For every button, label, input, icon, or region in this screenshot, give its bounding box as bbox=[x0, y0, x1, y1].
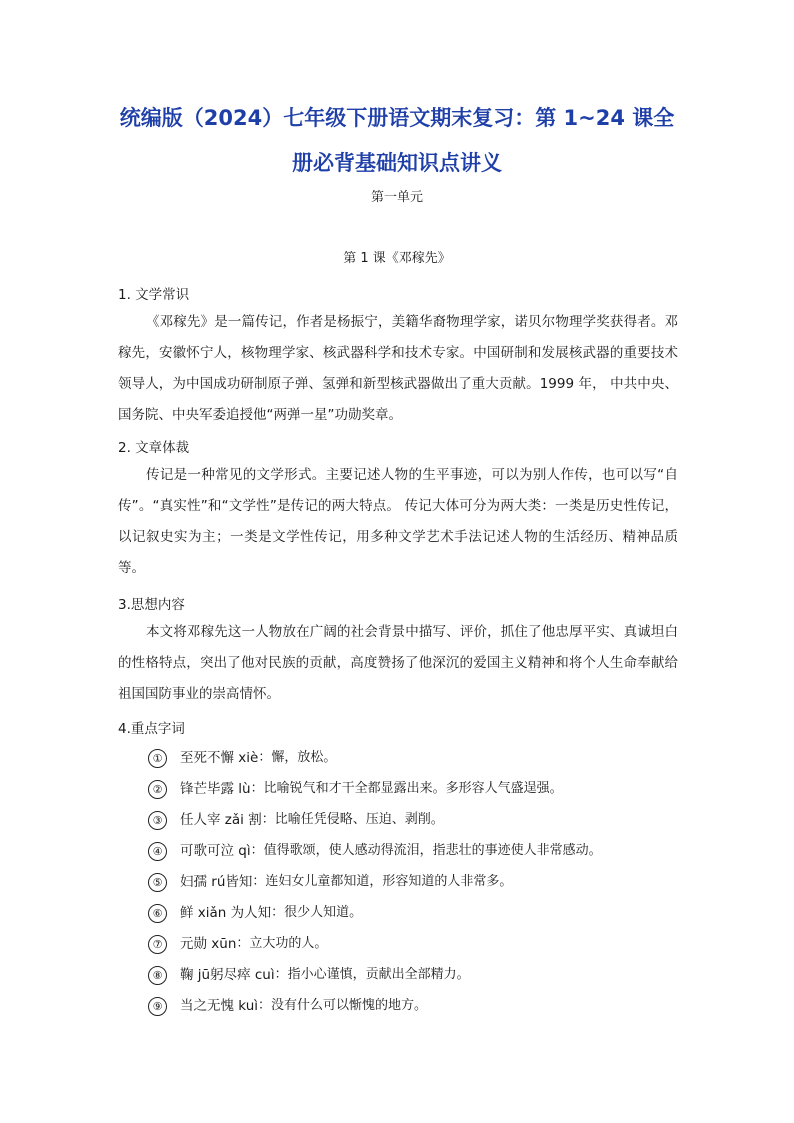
vocab-term: 鞠 jū躬尽瘁 cuì bbox=[180, 967, 275, 983]
vocab-term: 当之无愧 kuì bbox=[180, 998, 259, 1014]
item-number: ③ bbox=[148, 811, 167, 830]
vocab-term: 鲜 xiǎn 为人知 bbox=[180, 905, 272, 921]
section-heading-genre: 2. 文章体裁 bbox=[118, 440, 190, 456]
item-number: ② bbox=[148, 780, 167, 799]
vocab-item bbox=[148, 748, 336, 768]
item-number: ① bbox=[148, 749, 167, 768]
vocab-definition: ：没有什么可以惭愧的地方。 bbox=[258, 998, 428, 1013]
vocab-definition: ：立大功的人。 bbox=[236, 936, 328, 951]
section-heading-theme: 3.思想内容 bbox=[118, 597, 185, 613]
vocab-definition: ：连妇女儿童都知道，形容知道的人非常多。 bbox=[252, 874, 513, 889]
unit-heading: 第一单元 bbox=[370, 190, 423, 205]
item-number: ④ bbox=[148, 842, 167, 861]
vocab-item bbox=[148, 810, 444, 830]
item-number: ⑥ bbox=[148, 904, 167, 923]
document-title bbox=[100, 96, 694, 186]
vocab-definition: ：比喻任凭侵略、压迫、剥削。 bbox=[261, 812, 444, 827]
vocab-definition: ：很少人知道。 bbox=[271, 905, 363, 920]
vocab-item bbox=[148, 996, 427, 1016]
vocab-item bbox=[148, 841, 602, 861]
paragraph-theme: 本文将邓稼先这一人物放在广阔的社会背景中描写、评价，抓住了他忠厚平实、真诚坦白的性格特点，突出了他对民族的贡献，高度赞扬了他深沉的爱国主义精神和将个人生命奉献给祖国国防事业的崇高情怀。 bbox=[118, 624, 678, 702]
vocab-item bbox=[148, 965, 470, 985]
vocab-item bbox=[148, 872, 512, 892]
vocab-term: 元勋 xūn bbox=[180, 936, 237, 952]
section-heading-literature: 1. 文学常识 bbox=[118, 287, 190, 303]
item-number: ⑤ bbox=[148, 873, 167, 892]
vocab-term: 锋芒毕露 lù bbox=[180, 781, 251, 797]
vocab-definition: ：比喻锐气和才干全都显露出来。多形容人气盛逞强。 bbox=[250, 781, 563, 796]
vocab-term: 可歌可泣 qì bbox=[180, 843, 251, 859]
item-number: ⑦ bbox=[148, 935, 167, 954]
vocab-definition: ：懈，放松。 bbox=[258, 750, 337, 765]
paragraph-genre: 传记是一种常见的文学形式。主要记述人物的生平事迹，可以为别人作传，也可以写“自传”。“真实性”和“文学性”是传记的两大特点。 传记大体可分为两大类：一类是历史性传记，以记叙史实为主；一类是文学性传记，用多种文学艺术手法记述人物的生活经历、精神品质等。 bbox=[118, 467, 678, 576]
paragraph-literature: 《邓稼先》是一篇传记，作者是杨振宁，美籍华裔物理学家，诺贝尔物理学奖获得者。邓稼先，安徽怀宁人，核物理学家、核武器科学和技术专家。中国研制和发展核武器的重要技术领导人，为中国成功研制原子弹、氢弹和新型核武器做出了重大贡献。1999 年， 中共中央、国务院、中央军委追授他“两弹一星”功勋奖章。 bbox=[118, 314, 678, 423]
title-line-2: 册必背基础知识点讲义 bbox=[292, 151, 502, 175]
item-number: ⑧ bbox=[148, 966, 167, 985]
vocab-definition: ：值得歌颂，使人感动得流泪，指悲壮的事迹使人非常感动。 bbox=[250, 843, 602, 858]
vocab-term: 妇孺 rú皆知 bbox=[180, 874, 253, 890]
vocab-term: 任人宰 zǎi 割 bbox=[180, 812, 262, 828]
item-number: ⑨ bbox=[148, 997, 167, 1016]
section-heading-vocabulary: 4.重点字词 bbox=[118, 721, 185, 737]
vocab-item bbox=[148, 779, 563, 799]
vocab-term: 至死不懈 xiè bbox=[180, 750, 259, 766]
vocab-item bbox=[148, 934, 327, 954]
lesson-heading: 第 1 课《邓稼先》 bbox=[343, 251, 451, 266]
title-line-1: 统编版（2024）七年级下册语文期末复习：第 1~24 课全 bbox=[119, 106, 675, 130]
vocab-definition: ：指小心谨慎，贡献出全部精力。 bbox=[274, 967, 470, 982]
vocab-item bbox=[148, 903, 362, 923]
